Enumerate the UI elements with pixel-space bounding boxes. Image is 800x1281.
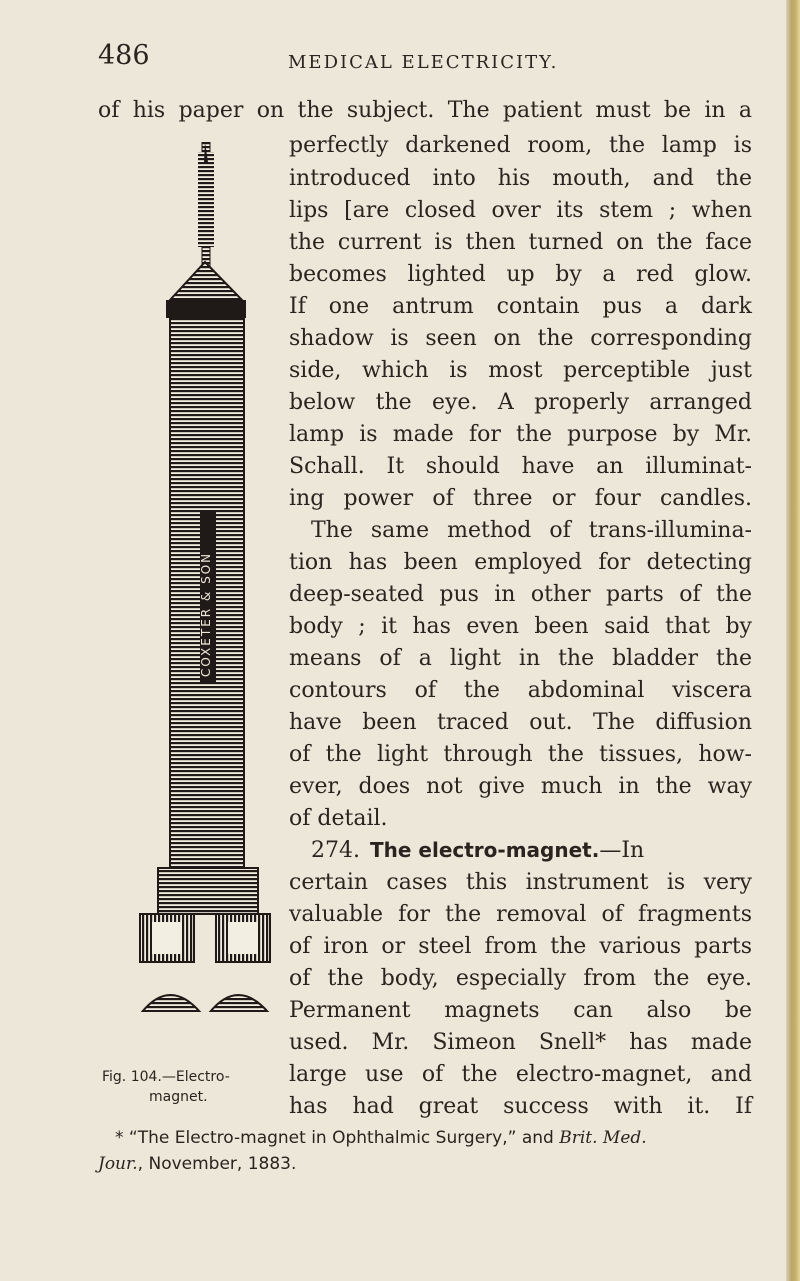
body-line: body ; it has even been said that by (289, 614, 752, 639)
body-line: tion has been employed for detecting (289, 550, 752, 575)
body-line: introduced into his mouth, and the (289, 166, 752, 191)
page-header (98, 40, 758, 80)
body-line: the current is then turned on the face (289, 230, 752, 255)
footnote-line2 (98, 1156, 296, 1173)
body-line: certain cases this instrument is very (289, 870, 752, 895)
body-line: Permanent magnets can also be (289, 998, 752, 1023)
footnote-journal: Brit. Med. (559, 1128, 647, 1148)
body-line: valuable for the removal of fragments (289, 902, 752, 927)
electro-magnet-figure (130, 142, 280, 1012)
body-line: of detail. (289, 806, 388, 831)
page-edge (786, 0, 800, 1281)
section-heading: The electro-magnet. (369, 838, 600, 862)
figure-caption: Fig. 104.—Electro- (102, 1069, 230, 1085)
footnote-text: “The Electro-magnet in Ophthalmic Surgery,” and (123, 1128, 560, 1148)
body-line: If one antrum contain pus a dark (289, 294, 752, 319)
running-head: MEDICAL ELECTRICITY. (288, 52, 559, 73)
footnote-journal-short: Jour. (98, 1154, 138, 1174)
body-line: have been traced out. The diffusion (289, 710, 752, 735)
section-heading-group (370, 840, 752, 862)
body-line: has had great success with it. If (289, 1094, 752, 1119)
body-line: of iron or steel from the various parts (289, 934, 752, 959)
footnote (115, 1130, 647, 1147)
section-number: 274. (311, 838, 360, 863)
body-line: of his paper on the subject. The patient must be in a (98, 98, 752, 123)
body-line: Schall. It should have an illuminat- (289, 454, 752, 479)
page-number: 486 (98, 40, 150, 71)
figure-caption: magnet. (149, 1089, 208, 1105)
body-line: of the body, especially from the eye. (289, 966, 752, 991)
footnote-marker: * (115, 1128, 124, 1148)
body-line: deep-seated pus in other parts of the (289, 582, 752, 607)
engraved-maker-text: COXETER & SON (199, 551, 213, 677)
body-line: below the eye. A properly arranged (289, 390, 752, 415)
body-line: side, which is most perceptible just (289, 358, 752, 383)
body-line: contours of the abdominal viscera (289, 678, 752, 703)
footnote-date: , November, 1883. (137, 1154, 297, 1174)
body-line: ing power of three or four candles. (289, 486, 752, 511)
body-line: ever, does not give much in the way (289, 774, 752, 799)
body-line: becomes lighted up by a red glow. (289, 262, 752, 287)
body-line: shadow is seen on the corresponding (289, 326, 752, 351)
body-line: lips [are closed over its stem ; when (289, 198, 752, 223)
heading-tail: —In (599, 838, 645, 863)
body-line: lamp is made for the purpose by Mr. (289, 422, 752, 447)
section-heading-line (311, 840, 752, 862)
body-line: of the light through the tissues, how- (289, 742, 752, 767)
body-line: The same method of trans-illumina- (311, 518, 752, 543)
body-line: perfectly darkened room, the lamp is (289, 133, 752, 158)
body-line: large use of the electro-magnet, and (289, 1062, 752, 1087)
body-line: used. Mr. Simeon Snell* has made (289, 1030, 752, 1055)
body-line: means of a light in the bladder the (289, 646, 752, 671)
